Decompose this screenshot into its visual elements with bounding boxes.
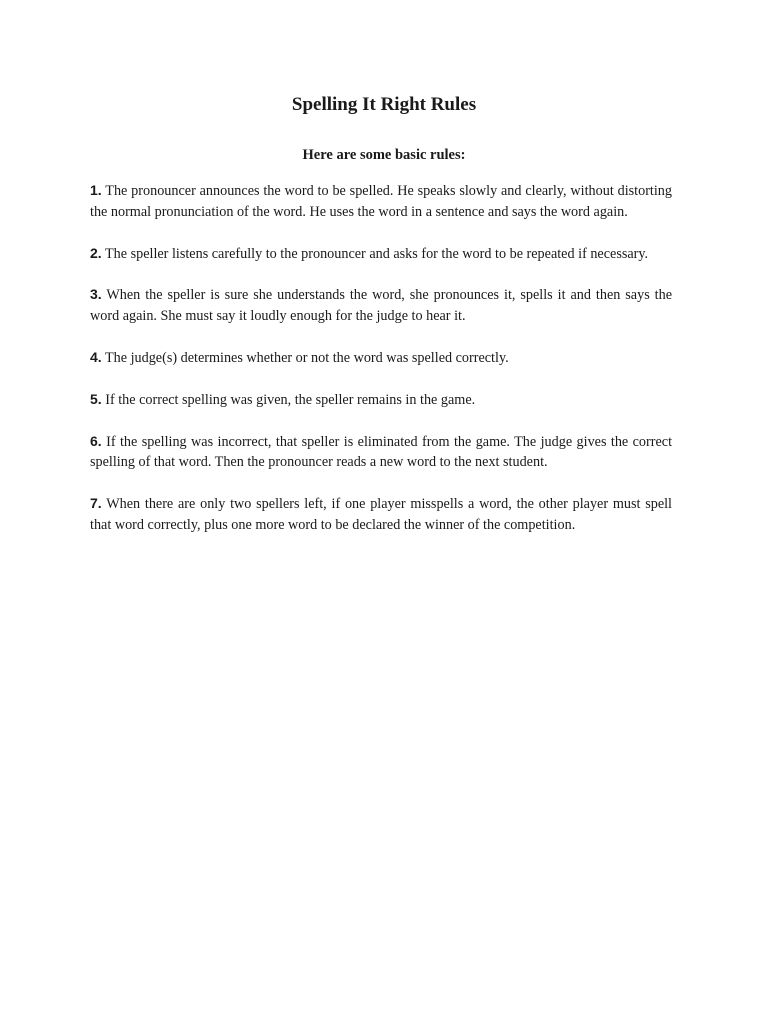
rule-item bbox=[90, 347, 672, 369]
rule-item bbox=[90, 389, 672, 411]
page-subtitle: Here are some basic rules: bbox=[302, 147, 466, 163]
rule-item bbox=[90, 284, 672, 327]
rule-text: When the speller is sure she understands the word, she pronounces it, spells it and then says the word again. She must say it loudly enough for the judge to hear it. bbox=[90, 287, 673, 325]
rule-text: If the spelling was incorrect, that speller is eliminated from the game. The judge gives the correct spelling of that word. Then the pronouncer reads a new word to the next student. bbox=[90, 433, 673, 471]
rules-list bbox=[90, 180, 672, 556]
rule-text: If the correct spelling was given, the speller remains in the game. bbox=[105, 391, 476, 408]
rule-text: When there are only two spellers left, if one player misspells a word, the other player must spell that word correctly, plus one more word to be declared the winner of the competition. bbox=[90, 496, 673, 533]
rule-text: The pronouncer announces the word to be spelled. He speaks slowly and clearly, without distorting the normal pronunciation of the word. He uses the word in a sentence and says the word again. bbox=[90, 183, 672, 220]
rule-item bbox=[90, 431, 672, 474]
rule-item bbox=[90, 493, 672, 536]
rule-number: 4. bbox=[90, 348, 102, 365]
rule-number: 3. bbox=[90, 286, 102, 303]
rule-number: 7. bbox=[90, 495, 102, 512]
rule-text: The speller listens carefully to the pronouncer and asks for the word to be repeated if necessary. bbox=[104, 245, 649, 262]
page-title: Spelling It Right Rules bbox=[291, 94, 477, 115]
rule-number: 6. bbox=[90, 432, 102, 449]
rule-text: The judge(s) determines whether or not the word was spelled correctly. bbox=[104, 349, 509, 366]
rule-item bbox=[90, 243, 672, 265]
rule-number: 1. bbox=[90, 182, 102, 198]
rule-item bbox=[90, 180, 672, 223]
rule-number: 2. bbox=[90, 244, 102, 261]
rule-number: 5. bbox=[90, 390, 102, 407]
